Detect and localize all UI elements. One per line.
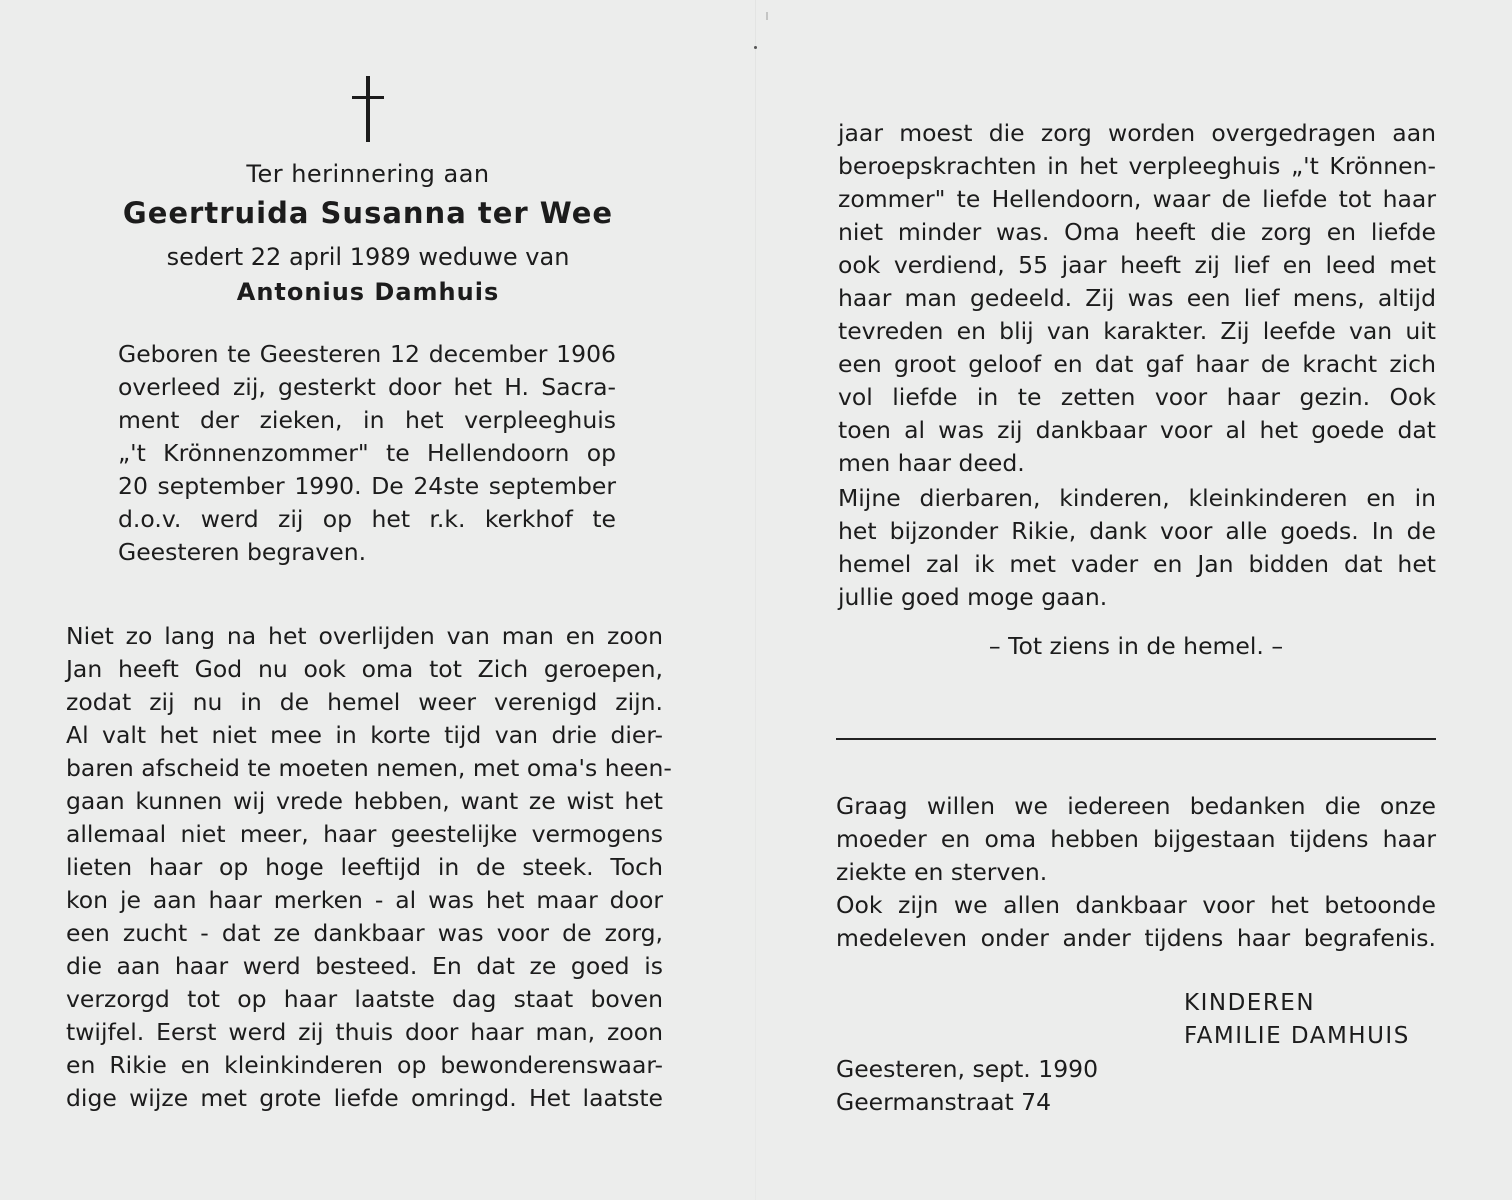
story-line: en Rikie en kleinkinderen op bewonderenswaar- bbox=[66, 1051, 663, 1079]
story-line: verzorgd tot op haar laatste dag staat boven bbox=[66, 985, 663, 1013]
bio-line: d.o.v. werd zij op het r.k. kerkhof te bbox=[118, 505, 616, 533]
story-line: het bijzonder Rikie, dank voor alle goeds. In de bbox=[838, 517, 1436, 545]
story-line: een zucht - dat ze dankbaar was voor de zorg, bbox=[66, 919, 663, 947]
story-line: haar man gedeeld. Zij was een lief mens, altijd bbox=[838, 284, 1436, 312]
thanks-line: Graag willen we iedereen bedanken die onze bbox=[836, 792, 1436, 820]
story-line: jullie goed moge gaan. bbox=[838, 583, 1108, 611]
story-line: toen al was zij dankbaar voor al het goede dat bbox=[838, 416, 1436, 444]
signature-children: KINDEREN bbox=[1184, 990, 1316, 1016]
address: Geermanstraat 74 bbox=[836, 1088, 1052, 1116]
deceased-name: Geertruida Susanna ter Wee bbox=[122, 196, 614, 230]
bio-line: Geesteren begraven. bbox=[118, 538, 367, 566]
story-line: Jan heeft God nu ook oma tot Zich geroepen, bbox=[66, 655, 663, 683]
thanks-line: Ook zijn we allen dankbaar voor het betoonde bbox=[836, 891, 1436, 919]
divider-line bbox=[836, 738, 1436, 740]
story-line: Mijne dierbaren, kinderen, kleinkinderen en in bbox=[838, 484, 1436, 512]
story-line: beroepskrachten in het verpleeghuis „'t Krönnen- bbox=[838, 152, 1436, 180]
story-line: Al valt het niet mee in korte tijd van drie dier- bbox=[66, 721, 663, 749]
story-line: gaan kunnen wij vrede hebben, want ze wist het bbox=[66, 787, 663, 815]
story-line: niet minder was. Oma heeft die zorg en liefde bbox=[838, 218, 1436, 246]
story-line: een groot geloof en dat gaf haar de kracht zich bbox=[838, 350, 1436, 378]
story-line: Niet zo lang na het overlijden van man en zoon bbox=[66, 622, 663, 650]
thanks-line: moeder en oma hebben bijgestaan tijdens haar bbox=[836, 825, 1436, 853]
husband-name: Antonius Damhuis bbox=[236, 278, 500, 306]
farewell-motto: – Tot ziens in de hemel. – bbox=[988, 632, 1284, 660]
widow-since: sedert 22 april 1989 weduwe van bbox=[166, 243, 570, 271]
story-line: hemel zal ik met vader en Jan bidden dat het bbox=[838, 550, 1436, 578]
thanks-line: ziekte en sterven. bbox=[836, 858, 1048, 886]
story-line: jaar moest die zorg worden overgedragen aan bbox=[838, 119, 1436, 147]
story-line: baren afscheid te moeten nemen, met oma's heen- bbox=[66, 754, 672, 782]
bio-line: overleed zij, gesterkt door het H. Sacra- bbox=[118, 373, 616, 401]
story-line: allemaal niet meer, haar geestelijke vermogens bbox=[66, 820, 663, 848]
signature-family: FAMILIE DAMHUIS bbox=[1184, 1023, 1410, 1049]
story-line: zommer" te Hellendoorn, waar de liefde tot haar bbox=[838, 185, 1436, 213]
place-date: Geesteren, sept. 1990 bbox=[836, 1055, 1099, 1083]
intro-text: Ter herinnering aan bbox=[246, 160, 490, 188]
cross-icon bbox=[348, 76, 388, 144]
story-line: kon je aan haar merken - al was het maar door bbox=[66, 886, 663, 914]
thanks-line: medeleven onder ander tijdens haar begrafenis. bbox=[836, 924, 1436, 952]
story-line: zodat zij nu in de hemel weer verenigd zijn. bbox=[66, 688, 663, 716]
story-line: dige wijze met grote liefde omringd. Het laatste bbox=[66, 1084, 663, 1112]
story-line: twijfel. Eerst werd zij thuis door haar man, zoon bbox=[66, 1018, 663, 1046]
story-line: lieten haar op hoge leeftijd in de steek. Toch bbox=[66, 853, 663, 881]
story-line: men haar deed. bbox=[838, 449, 1025, 477]
story-line: vol liefde in te zetten voor haar gezin. Ook bbox=[838, 383, 1436, 411]
story-line: die aan haar werd besteed. En dat ze goed is bbox=[66, 952, 663, 980]
bio-line: Geboren te Geesteren 12 december 1906 bbox=[118, 340, 616, 368]
bio-line: ment der zieken, in het verpleeghuis bbox=[118, 406, 616, 434]
story-line: tevreden en blij van karakter. Zij leefde van uit bbox=[838, 317, 1436, 345]
bio-line: „'t Krönnenzommer" te Hellendoorn op bbox=[118, 439, 616, 467]
story-line: ook verdiend, 55 jaar heeft zij lief en leed met bbox=[838, 251, 1436, 279]
bio-line: 20 september 1990. De 24ste september bbox=[118, 472, 616, 500]
